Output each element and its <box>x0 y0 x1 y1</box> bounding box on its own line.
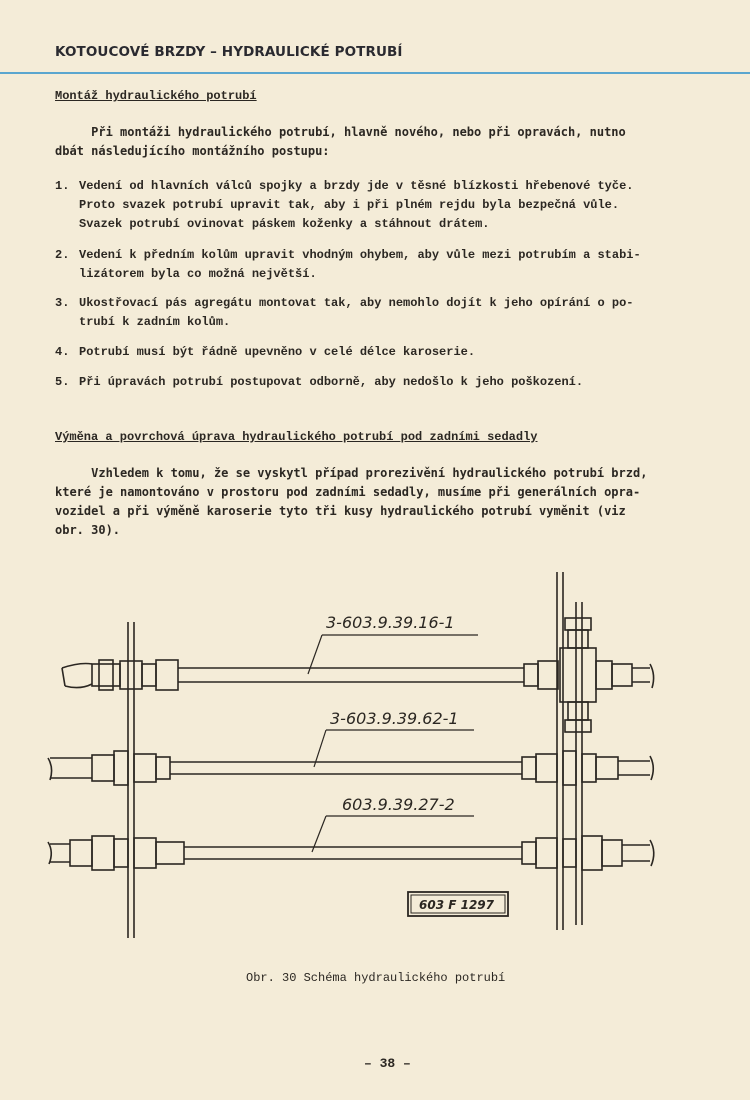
part-label-3: 603.9.39.27-2 <box>342 795 455 814</box>
figure-caption: Obr. 30 Schéma hydraulického potrubí <box>246 971 506 985</box>
list-number: 1. <box>55 179 70 193</box>
list-line: Vedení k předním kolům upravit vhodným ohybem, aby vůle mezi potrubím a stabi- <box>79 248 641 262</box>
list-line: Potrubí musí být řádně upevněno v celé délce karoserie. <box>79 345 476 359</box>
list-item <box>55 246 685 284</box>
list-line: Svazek potrubí ovinovat páskem koženky a stáhnout drátem. <box>79 217 490 231</box>
list-number: 4. <box>55 345 70 359</box>
pipe-diagram <box>0 560 750 960</box>
list-line: Ukostřovací pás agregátu montovat tak, aby nemohlo dojít k jeho opírání o po- <box>79 296 634 310</box>
list-line: trubí k zadním kolům. <box>79 315 231 329</box>
intro-line: Při montáži hydraulického potrubí, hlavně nového, nebo při opravách, nutno <box>55 125 626 139</box>
para-line: obr. 30). <box>55 523 121 537</box>
list-line: Proto svazek potrubí upravit tak, aby i při plném rejdu byla bezpečná vůle. <box>79 198 620 212</box>
list-number: 3. <box>55 296 70 310</box>
list-line: Vedení od hlavních válců spojky a brzdy jde v těsné blízkosti hřebenové tyče. <box>79 179 634 193</box>
pipe-2 <box>48 751 653 785</box>
part-label-1: 3-603.9.39.16-1 <box>326 613 455 632</box>
list-number: 5. <box>55 375 70 389</box>
drawing-code: 603 F 1297 <box>419 898 494 912</box>
list-item <box>55 177 685 234</box>
intro-paragraph <box>55 123 685 161</box>
replacement-paragraph <box>55 464 685 540</box>
list-line: lizátorem byla co možná největší. <box>79 267 317 281</box>
section-heading-assembly: Montáž hydraulického potrubí <box>55 89 257 103</box>
list-number: 2. <box>55 248 70 262</box>
list-item <box>55 373 685 392</box>
page-number: – 38 – <box>364 1056 411 1071</box>
part-label-2: 3-603.9.39.62-1 <box>330 709 459 728</box>
pipe-3 <box>48 836 654 870</box>
list-item <box>55 343 685 362</box>
header-rule <box>0 72 750 74</box>
drawing-code-box <box>408 892 508 916</box>
para-line: Vzhledem k tomu, že se vyskytl případ prorezivění hydraulického potrubí brzd, <box>55 466 648 480</box>
para-line: vozidel a při výměně karoserie tyto tři kusy hydraulického potrubí vyměnit (viz <box>55 504 626 518</box>
running-header: KOTOUCOVÉ BRZDY – HYDRAULICKÉ POTRUBÍ <box>55 44 403 60</box>
para-line: které je namontováno v prostoru pod zadními sedadly, musíme při generálních opra- <box>55 485 641 499</box>
list-line: Při úpravách potrubí postupovat odborně, aby nedošlo k jeho poškození. <box>79 375 584 389</box>
section-heading-replacement: Výměna a povrchová úprava hydraulického potrubí pod zadními sedadly <box>55 430 538 444</box>
intro-line: dbát následujícího montážního postupu: <box>55 144 330 158</box>
list-item <box>55 294 685 332</box>
